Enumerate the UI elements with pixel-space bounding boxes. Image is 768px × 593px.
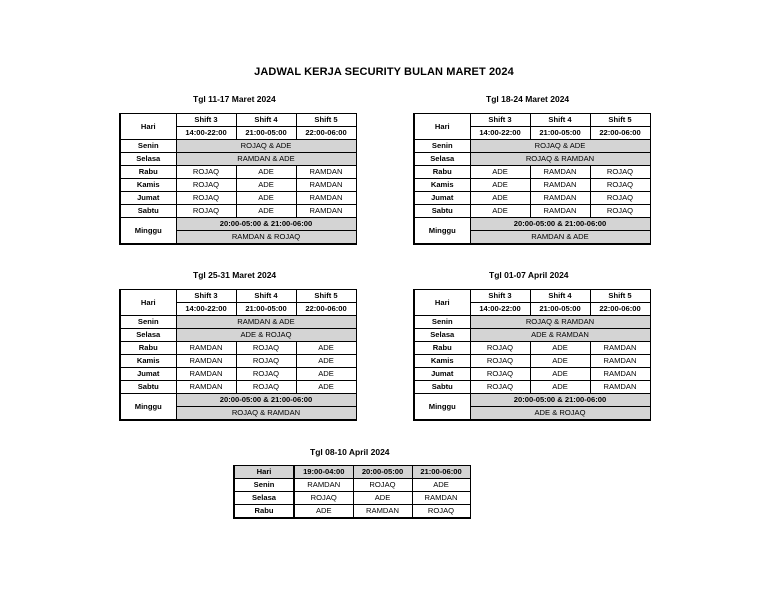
minggu-time: 20:00-05:00 & 21:00-06:00 — [176, 394, 356, 407]
shift-time: 14:00-22:00 — [176, 303, 236, 316]
shift-header: Shift 4 — [530, 114, 590, 127]
shift-time: 14:00-22:00 — [470, 303, 530, 316]
day-label-minggu: Minggu — [120, 218, 176, 245]
shift-header: Shift 3 — [470, 290, 530, 303]
shift-cell: ADE — [236, 192, 296, 205]
shift-cell: ROJAQ — [176, 166, 236, 179]
shift-header: Shift 4 — [530, 290, 590, 303]
day-label-minggu: Minggu — [120, 394, 176, 421]
shift-cell: RAMDAN — [530, 179, 590, 192]
day-label-minggu: Minggu — [414, 394, 470, 421]
shift-cell: RAMDAN — [294, 479, 353, 492]
time-header: 21:00-06:00 — [412, 466, 470, 479]
shift-cell: ROJAQ — [236, 368, 296, 381]
shift-cell: ADE — [296, 368, 356, 381]
shift-cell: ROJAQ — [590, 205, 650, 218]
time-header: 20:00-05:00 — [353, 466, 412, 479]
shift-cell: ADE — [470, 205, 530, 218]
shift-cell: ROJAQ — [176, 179, 236, 192]
week-caption: Tgl 25-31 Maret 2024 — [193, 270, 277, 280]
shift-header: Shift 4 — [236, 114, 296, 127]
shift-cell: ADE — [296, 342, 356, 355]
shift-cell: ADE — [236, 179, 296, 192]
shift-cell: RAMDAN — [590, 368, 650, 381]
shift-cell: RAMDAN — [590, 355, 650, 368]
shift-time: 22:00-06:00 — [296, 303, 356, 316]
minggu-shift-cell: RAMDAN & ADE — [470, 231, 650, 245]
time-header: 19:00-04:00 — [294, 466, 353, 479]
shift-cell: RAMDAN — [176, 381, 236, 394]
minggu-shift-cell: ADE & ROJAQ — [470, 407, 650, 421]
shift-header: Shift 5 — [590, 290, 650, 303]
shift-time: 21:00-05:00 — [236, 127, 296, 140]
day-label: Rabu — [120, 166, 176, 179]
day-label: Senin — [120, 316, 176, 329]
shift-cell: ADE — [236, 205, 296, 218]
shift-cell: ADE — [470, 166, 530, 179]
shift-time: 21:00-05:00 — [530, 303, 590, 316]
shift-cell: ROJAQ — [353, 479, 412, 492]
day-label-minggu: Minggu — [414, 218, 470, 245]
week-caption: Tgl 18-24 Maret 2024 — [486, 94, 570, 104]
merged-shift-cell: RAMDAN & ADE — [176, 153, 356, 166]
shift-cell: RAMDAN — [296, 192, 356, 205]
shift-cell: ROJAQ — [294, 492, 353, 505]
minggu-shift-cell: RAMDAN & ROJAQ — [176, 231, 356, 245]
minggu-time: 20:00-05:00 & 21:00-06:00 — [470, 394, 650, 407]
shift-cell: ADE — [294, 505, 353, 519]
day-label: Sabtu — [414, 205, 470, 218]
shift-cell: ADE — [470, 179, 530, 192]
page-title: JADWAL KERJA SECURITY BULAN MARET 2024 — [254, 66, 514, 78]
shift-cell: RAMDAN — [296, 166, 356, 179]
merged-shift-cell: ADE & ROJAQ — [176, 329, 356, 342]
day-label: Selasa — [234, 492, 294, 505]
shift-cell: ADE — [236, 166, 296, 179]
day-label: Senin — [234, 479, 294, 492]
shift-time: 22:00-06:00 — [296, 127, 356, 140]
minggu-time: 20:00-05:00 & 21:00-06:00 — [470, 218, 650, 231]
day-label: Kamis — [120, 355, 176, 368]
shift-time: 22:00-06:00 — [590, 127, 650, 140]
hari-header: Hari — [234, 466, 294, 479]
merged-shift-cell: ROJAQ & RAMDAN — [470, 316, 650, 329]
shift-cell: ROJAQ — [470, 381, 530, 394]
day-label: Kamis — [414, 179, 470, 192]
day-label: Selasa — [414, 153, 470, 166]
shift-cell: RAMDAN — [590, 342, 650, 355]
day-label: Rabu — [414, 166, 470, 179]
shift-cell: ADE — [412, 479, 470, 492]
shift-header: Shift 5 — [296, 114, 356, 127]
day-label: Jumat — [120, 192, 176, 205]
hari-header: Hari — [120, 114, 176, 140]
day-label: Senin — [414, 140, 470, 153]
shift-cell: RAMDAN — [176, 342, 236, 355]
hari-header: Hari — [414, 114, 470, 140]
shift-header: Shift 3 — [176, 114, 236, 127]
day-label: Sabtu — [414, 381, 470, 394]
shift-cell: ROJAQ — [176, 205, 236, 218]
day-label: Senin — [120, 140, 176, 153]
shift-cell: ADE — [530, 355, 590, 368]
shift-time: 14:00-22:00 — [176, 127, 236, 140]
merged-shift-cell: RAMDAN & ADE — [176, 316, 356, 329]
day-label: Jumat — [414, 368, 470, 381]
shift-time: 21:00-05:00 — [236, 303, 296, 316]
merged-shift-cell: ROJAQ & RAMDAN — [470, 153, 650, 166]
shift-header: Shift 3 — [470, 114, 530, 127]
schedule-table-week-4 — [413, 289, 651, 421]
minggu-shift-cell: ROJAQ & RAMDAN — [176, 407, 356, 421]
shift-cell: ADE — [296, 381, 356, 394]
shift-header: Shift 3 — [176, 290, 236, 303]
day-label: Rabu — [234, 505, 294, 519]
shift-header: Shift 5 — [296, 290, 356, 303]
day-label: Kamis — [414, 355, 470, 368]
day-label: Rabu — [414, 342, 470, 355]
shift-cell: ROJAQ — [236, 381, 296, 394]
day-label: Selasa — [120, 153, 176, 166]
shift-cell: ROJAQ — [236, 355, 296, 368]
shift-cell: ADE — [296, 355, 356, 368]
day-label: Selasa — [414, 329, 470, 342]
day-label: Kamis — [120, 179, 176, 192]
april-caption: Tgl 08-10 April 2024 — [310, 447, 390, 457]
shift-cell: RAMDAN — [590, 381, 650, 394]
shift-cell: RAMDAN — [530, 166, 590, 179]
merged-shift-cell: ROJAQ & ADE — [470, 140, 650, 153]
day-label: Sabtu — [120, 205, 176, 218]
shift-cell: ADE — [530, 342, 590, 355]
shift-cell: RAMDAN — [176, 368, 236, 381]
shift-cell: ROJAQ — [590, 179, 650, 192]
shift-cell: ROJAQ — [470, 368, 530, 381]
shift-cell: ROJAQ — [412, 505, 470, 519]
shift-cell: RAMDAN — [296, 179, 356, 192]
shift-cell: ROJAQ — [176, 192, 236, 205]
schedule-table-week-1 — [119, 113, 357, 245]
shift-time: 22:00-06:00 — [590, 303, 650, 316]
week-caption: Tgl 01-07 April 2024 — [489, 270, 569, 280]
shift-cell: ADE — [470, 192, 530, 205]
shift-cell: ADE — [530, 368, 590, 381]
shift-cell: RAMDAN — [412, 492, 470, 505]
shift-cell: ROJAQ — [470, 355, 530, 368]
shift-cell: ADE — [530, 381, 590, 394]
week-caption: Tgl 11-17 Maret 2024 — [193, 94, 276, 104]
shift-cell: RAMDAN — [530, 192, 590, 205]
shift-cell: ADE — [353, 492, 412, 505]
shift-cell: ROJAQ — [470, 342, 530, 355]
schedule-table-week-2 — [413, 113, 651, 245]
shift-cell: ROJAQ — [236, 342, 296, 355]
schedule-table-april — [233, 465, 471, 519]
day-label: Jumat — [414, 192, 470, 205]
hari-header: Hari — [120, 290, 176, 316]
hari-header: Hari — [414, 290, 470, 316]
day-label: Selasa — [120, 329, 176, 342]
shift-header: Shift 4 — [236, 290, 296, 303]
shift-cell: ROJAQ — [590, 166, 650, 179]
shift-cell: RAMDAN — [176, 355, 236, 368]
minggu-time: 20:00-05:00 & 21:00-06:00 — [176, 218, 356, 231]
shift-cell: RAMDAN — [353, 505, 412, 519]
day-label: Jumat — [120, 368, 176, 381]
shift-time: 14:00-22:00 — [470, 127, 530, 140]
shift-time: 21:00-05:00 — [530, 127, 590, 140]
merged-shift-cell: ROJAQ & ADE — [176, 140, 356, 153]
merged-shift-cell: ADE & RAMDAN — [470, 329, 650, 342]
shift-header: Shift 5 — [590, 114, 650, 127]
schedule-table-week-3 — [119, 289, 357, 421]
shift-cell: ROJAQ — [590, 192, 650, 205]
shift-cell: RAMDAN — [530, 205, 590, 218]
day-label: Senin — [414, 316, 470, 329]
shift-cell: RAMDAN — [296, 205, 356, 218]
day-label: Sabtu — [120, 381, 176, 394]
day-label: Rabu — [120, 342, 176, 355]
